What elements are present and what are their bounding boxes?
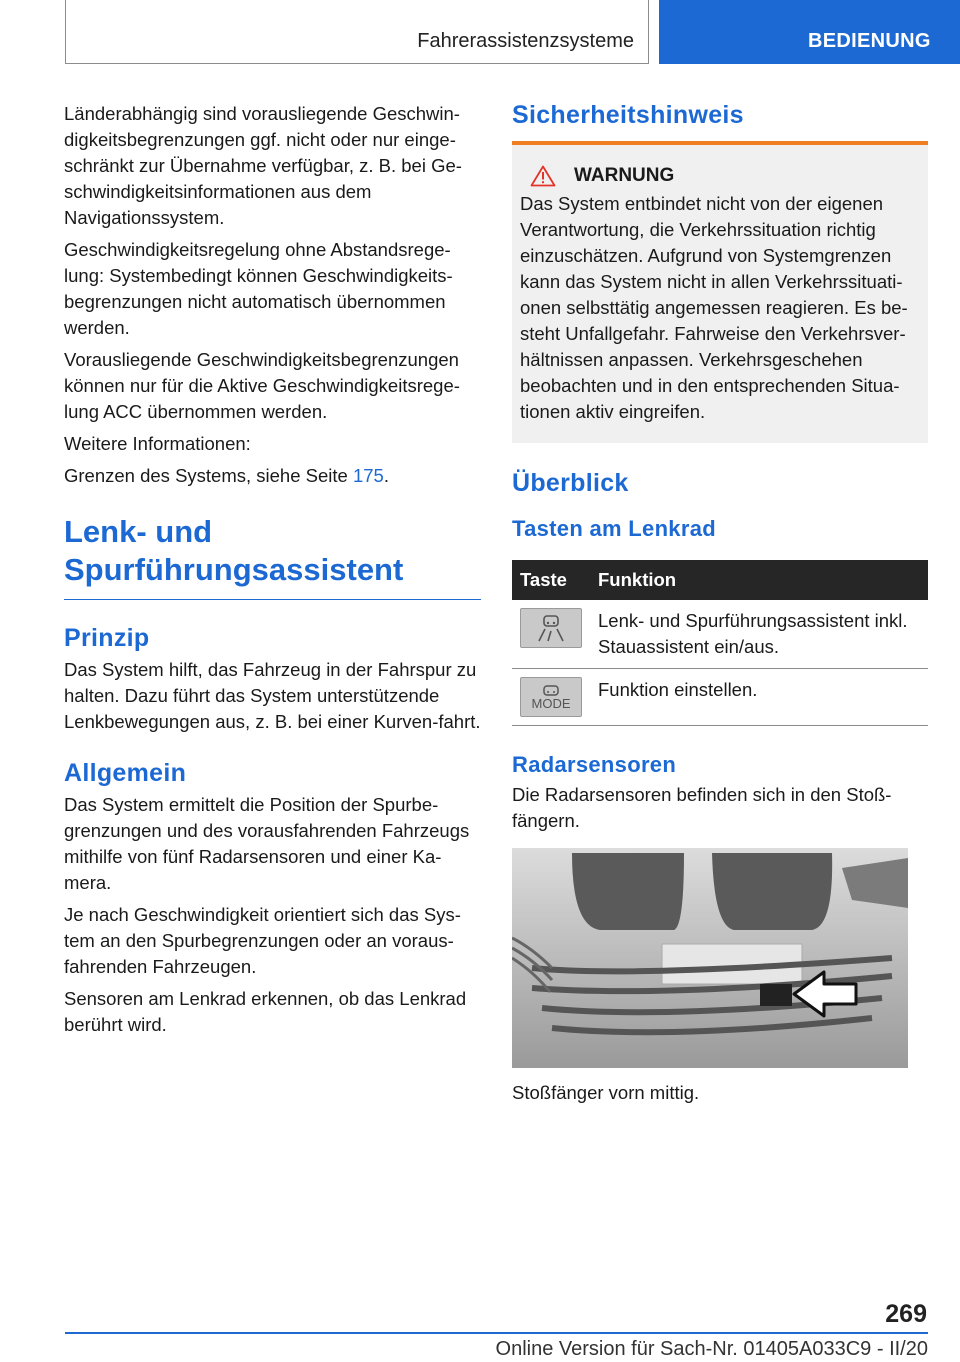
left-column xyxy=(64,101,481,1044)
header-chapter-label: BEDIENUNG xyxy=(808,30,931,52)
footer-online-version: Online Version für Sach-Nr. 01405A033C9 - II/20 xyxy=(495,1338,928,1360)
mode-icon xyxy=(520,677,582,717)
table-header-row xyxy=(512,560,928,600)
subsection-title-radar: Radarsensoren xyxy=(512,752,677,777)
chapter-title-line2: Spurführungsassistent xyxy=(64,552,404,587)
table-cell-function: Lenk- und Spurführungsassistent inkl. Stauassistent ein/aus. xyxy=(590,600,928,669)
subsection-title-tasten: Tasten am Lenkrad xyxy=(512,516,716,541)
button-table xyxy=(512,560,928,726)
table-header-key: Taste xyxy=(512,560,590,600)
warning-label: WARNUNG xyxy=(574,165,675,186)
chapter-title-line1: Lenk- und xyxy=(64,514,213,549)
reference-end: . xyxy=(383,465,389,486)
footer-divider xyxy=(65,1332,928,1334)
chapter-title xyxy=(64,513,481,600)
paragraph: Das System ermittelt die Position der Spurbe-grenzungen und des vorausfahrenden Fahrzeugs mithilfe von fünf Radarsensoren und einer Ka-mera. xyxy=(64,794,470,893)
section-title-allgemein: Allgemein xyxy=(64,759,187,787)
paragraph: Je nach Geschwindigkeit orientiert sich das Sys-tem an den Spurbegrenzungen oder an voraus-fahrenden Fahrzeugen. xyxy=(64,904,461,977)
photo-caption: Stoßfänger vorn mittig. xyxy=(512,1082,700,1103)
table-row xyxy=(512,669,928,726)
section-title-ueberblick: Überblick xyxy=(512,469,629,497)
table-header-function: Funktion xyxy=(590,560,928,600)
paragraph: Geschwindigkeitsregelung ohne Abstandsrege-lung: Systembedingt können Geschwindigkeits-begrenzungen nicht automatisch übernommen werden. xyxy=(64,239,453,338)
warning-text: Das System entbindet nicht von der eigenen Verantwortung, die Verkehrssituation richtig einzuschätzen. Aufgrund von Systemgrenzen kann das System nicht in allen Verkehrssituati-onen selbsttätig angemessen reagieren. Es be-steht Unfallgefahr. Fahrweise den Verkehrsver-hältnissen anpassen. Verkehrsgeschehen beobachten und in den entsprechenden Situa-tionen aktiv eingreifen. xyxy=(520,193,908,422)
paragraph: Weitere Informationen: xyxy=(64,433,251,454)
section-title-prinzip: Prinzip xyxy=(64,624,150,652)
paragraph: Länderabhängig sind vorausliegende Geschwin-digkeitsbegrenzungen ggf. nicht oder nur einge-schränkt zur Übernahme verfügbar, z. B. bei Ge-schwindigkeitsinformationen aus dem Navigationssystem. xyxy=(64,103,462,228)
header-section-tab xyxy=(65,0,649,64)
right-column xyxy=(512,101,928,1104)
header-section-label: Fahrerassistenzsysteme xyxy=(417,30,634,52)
warning-triangle-icon xyxy=(530,165,556,187)
paragraph: Das System hilft, das Fahrzeug in der Fahrspur zu halten. Dazu führt das System unterstützende Lenkbewegungen aus, z. B. bei einer Kurven-fahrt. xyxy=(64,659,481,732)
warning-header xyxy=(520,165,920,187)
reference-text: Grenzen des Systems, siehe Seite xyxy=(64,465,353,486)
paragraph: Vorausliegende Geschwindigkeitsbegrenzungen können nur für die Aktive Geschwindigkeitsrege-lung ACC übernommen werden. xyxy=(64,349,460,422)
paragraph: Die Radarsensoren befinden sich in den Stoß-fängern. xyxy=(512,784,892,831)
page-number: 269 xyxy=(885,1300,927,1328)
paragraph-reference xyxy=(64,463,481,489)
header-chapter-tab xyxy=(659,0,960,64)
safety-title: Sicherheitshinweis xyxy=(512,101,928,145)
table-row xyxy=(512,600,928,669)
bumper-photo xyxy=(512,848,908,1068)
page-link[interactable]: 175 xyxy=(352,465,384,486)
warning-box xyxy=(512,145,928,443)
mode-icon-label: MODE xyxy=(531,695,571,711)
lane-assist-icon xyxy=(520,608,582,648)
table-cell-function: Funktion einstellen. xyxy=(590,669,928,726)
paragraph: Sensoren am Lenkrad erkennen, ob das Lenkrad berührt wird. xyxy=(64,988,467,1035)
